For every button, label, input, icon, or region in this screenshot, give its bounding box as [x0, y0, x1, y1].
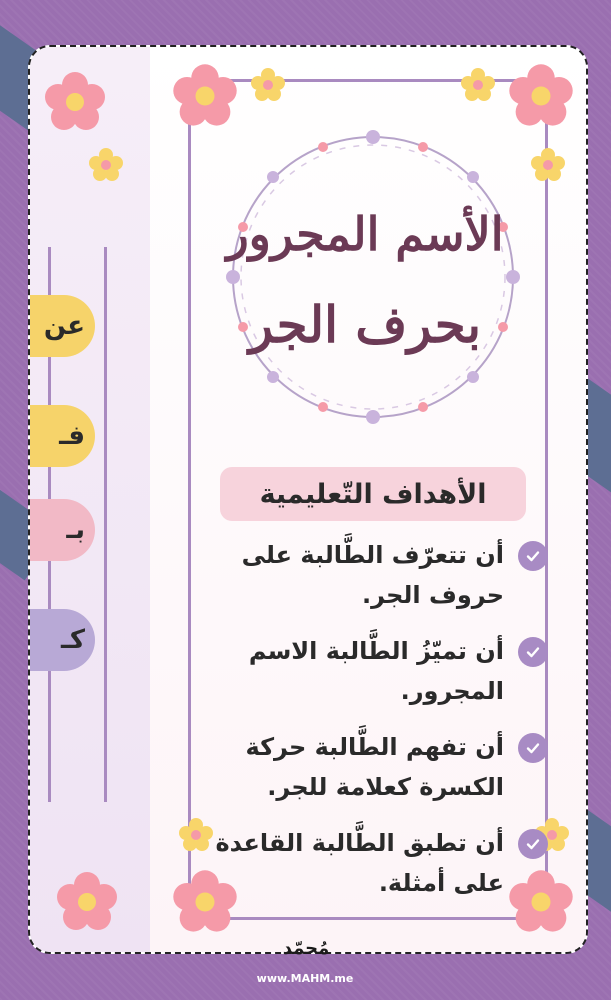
logo: مُحمّد [282, 938, 330, 959]
check-circle-icon [518, 829, 548, 859]
objective-item [190, 823, 552, 903]
preposition-pill: عن [28, 295, 95, 357]
flower-icon [40, 67, 110, 137]
objective-item [190, 727, 552, 807]
check-circle-icon [518, 733, 548, 763]
page-title: الأسم المجرور [226, 207, 504, 261]
objectives-heading: الأهداف التّعليمية [220, 467, 526, 521]
check-circle-icon [518, 637, 548, 667]
objective-item [190, 631, 552, 711]
flower-icon [250, 67, 286, 103]
objective-text: أن تميّزُ الطَّالبة الاسم المجرور. [248, 637, 504, 705]
preposition-pill: بـ [28, 499, 95, 561]
flower-wreath [213, 117, 533, 437]
objectives-list [190, 535, 552, 919]
frame-line [104, 247, 107, 802]
back-panel [30, 47, 151, 952]
objective-text: أن تفهم الطَّالبة حركة الكسرة كعلامة للجر. [245, 733, 504, 801]
preposition-pill: كـ [28, 609, 95, 671]
objective-item [190, 535, 552, 615]
flower-icon [460, 67, 496, 103]
page-subtitle: بحرف الجر [248, 295, 481, 354]
site-url: www.MAHM.me [256, 972, 354, 985]
lesson-card [28, 45, 588, 954]
check-circle-icon [518, 541, 548, 571]
front-panel [150, 47, 586, 952]
objective-text: أن تتعرّف الطَّالبة على حروف الجر. [241, 541, 504, 609]
flower-icon [52, 867, 122, 937]
flower-icon [530, 147, 566, 183]
flower-icon [88, 147, 124, 183]
objective-text: أن تطبق الطَّالبة القاعدة على أمثلة. [215, 829, 504, 897]
preposition-pill: فـ [28, 405, 95, 467]
